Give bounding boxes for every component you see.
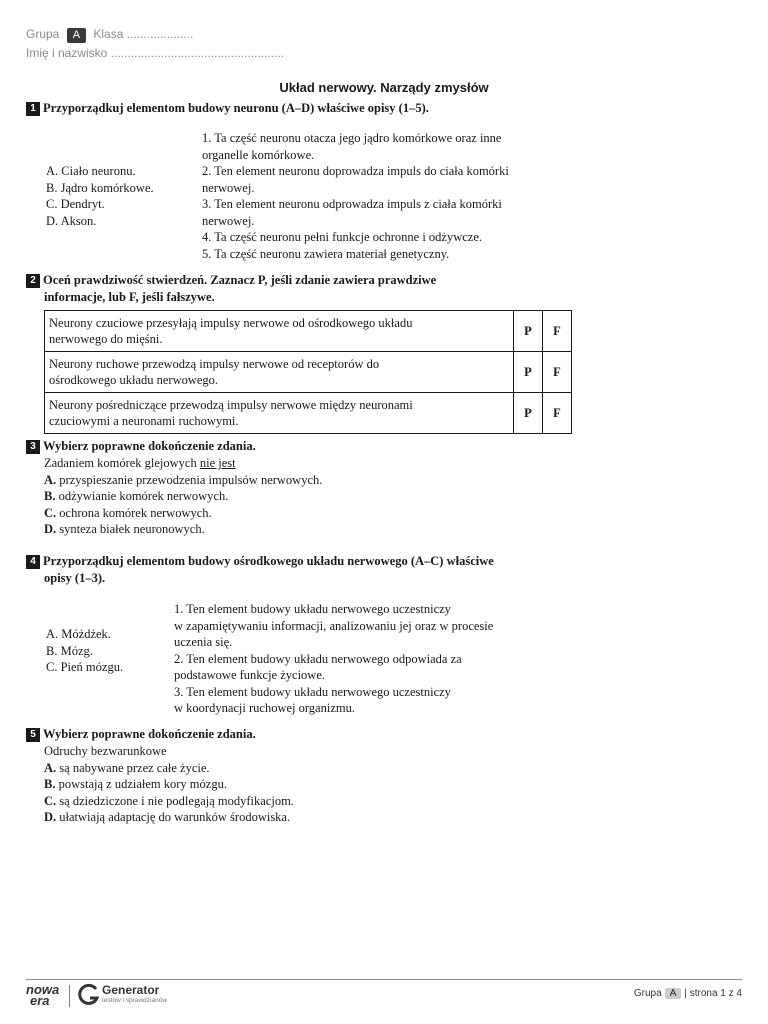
table-row xyxy=(45,311,572,352)
list-item: 1. Ten element budowy układu nerwowego uczestniczy xyxy=(174,602,451,616)
answer-f[interactable]: F xyxy=(543,352,572,393)
question-1 xyxy=(26,100,576,270)
list-item: 3. Ten element budowy układu nerwowego uczestniczy xyxy=(174,684,451,699)
question-number-badge: 1 xyxy=(26,102,40,116)
list-item: podstawowe funkcje życiowe. xyxy=(174,668,325,682)
statement-cell: Neurony czuciowe przesyłają impulsy nerwowe od ośrodkowego układu nerwowego do mięśni. xyxy=(45,311,514,352)
answer-option-b[interactable]: B. powstają z udziałem kory mózgu. xyxy=(44,777,227,791)
question-1-heading xyxy=(26,100,576,117)
list-item: C. Dendryt. xyxy=(46,197,105,211)
answer-option-a[interactable]: A. przyspieszanie przewodzenia impulsów nerwowych. xyxy=(44,472,323,487)
footer-group-badge: A xyxy=(665,988,682,999)
question-number-badge: 4 xyxy=(26,555,40,569)
list-item: B. Mózg. xyxy=(46,643,93,658)
list-item: organelle komórkowe. xyxy=(202,147,315,162)
question-3-heading xyxy=(26,438,576,455)
list-item: 2. Ten element budowy układu nerwowego odpowiada za xyxy=(174,651,462,666)
answer-option-d[interactable]: D. synteza białek neuronowych. xyxy=(44,522,205,536)
answer-p[interactable]: P xyxy=(514,311,543,352)
footer-separator xyxy=(69,985,70,1007)
question-1-descriptions xyxy=(202,130,572,262)
question-1-elements xyxy=(46,163,154,229)
page-counter: | strona 1 z 4 xyxy=(684,988,742,999)
question-2 xyxy=(26,272,576,434)
question-2-text: Oceń prawdziwość stwierdzeń. Zaznacz P, jeśli zdanie zawiera prawdziwe xyxy=(43,273,437,287)
question-3-stem: Zadaniem komórek glejowych nie jest xyxy=(44,456,236,470)
list-item: uczenia się. xyxy=(174,635,233,649)
list-item: D. Akson. xyxy=(46,213,97,228)
nowa-era-logo: nowa era xyxy=(26,982,60,1008)
question-number-badge: 3 xyxy=(26,440,40,454)
question-1-text: Przyporządkuj elementom budowy neuronu (A–D) właściwe opisy (1–5). xyxy=(43,101,429,115)
answer-option-c[interactable]: C. ochrona komórek nerwowych. xyxy=(44,505,212,520)
header-group-row xyxy=(26,27,193,43)
question-3-text: Wybierz poprawne dokończenie zdania. xyxy=(43,439,256,453)
answer-f[interactable]: F xyxy=(543,311,572,352)
question-4-text-cont: opisy (1–3). xyxy=(44,571,106,585)
page-title: Układ nerwowy. Narządy zmysłów xyxy=(279,80,489,95)
question-4-text: Przyporządkuj elementom budowy ośrodkowego układu nerwowego (A–C) właściwe xyxy=(43,554,494,568)
answer-option-c[interactable]: C. są dziedziczone i nie podlegają modyfikacjom. xyxy=(44,793,294,808)
question-4 xyxy=(26,553,576,726)
table-row xyxy=(45,393,572,434)
statement-cell: Neurony ruchowe przewodzą impulsy nerwowe od receptorów do ośrodkowego układu nerwowego. xyxy=(45,352,514,393)
list-item: 2. Ten element neuronu doprowadza impuls do ciała komórki xyxy=(202,164,509,178)
footer-page-info: Grupa A | strona 1 z 4 xyxy=(633,988,742,999)
list-item: 3. Ten element neuronu odprowadza impuls z ciała komórki xyxy=(202,197,502,211)
list-item: A. Móżdżek. xyxy=(46,627,111,641)
list-item: B. Jądro komórkowe. xyxy=(46,180,154,195)
question-4-elements xyxy=(46,626,123,676)
list-item: 4. Ta część neuronu pełni funkcje ochronne i odżywcze. xyxy=(202,230,483,244)
question-5 xyxy=(26,726,576,826)
list-item: 5. Ta część neuronu zawiera materiał genetyczny. xyxy=(202,246,450,261)
question-2-text-cont: informacje, lub F, jeśli fałszywe. xyxy=(44,290,215,304)
question-number-badge: 2 xyxy=(26,274,40,288)
list-item: A. Ciało neuronu. xyxy=(46,164,136,178)
list-item: 1. Ta część neuronu otacza jego jądro komórkowe oraz inne xyxy=(202,131,502,145)
question-1-matching xyxy=(26,130,576,270)
question-5-heading xyxy=(26,726,576,743)
answer-p[interactable]: P xyxy=(514,352,543,393)
footer-divider xyxy=(26,979,742,980)
list-item: nerwowej. xyxy=(202,213,255,228)
list-item: w zapamiętywaniu informacji, analizowaniu jej oraz w procesie xyxy=(174,618,494,633)
question-2-heading xyxy=(26,272,576,306)
list-item: w koordynacji ruchowej organizmu. xyxy=(174,701,355,715)
answer-option-a[interactable]: A. są nabywane przez całe życie. xyxy=(44,760,210,775)
class-label: Klasa .................... xyxy=(93,27,194,41)
question-4-descriptions xyxy=(174,601,574,717)
question-4-heading xyxy=(26,553,576,587)
group-badge: A xyxy=(67,28,86,43)
answer-option-b[interactable]: B. odżywianie komórek nerwowych. xyxy=(44,489,229,503)
student-name-field: Imię i nazwisko .................................................... xyxy=(26,46,285,60)
answer-option-d[interactable]: D. ułatwiają adaptację do warunków środowiska. xyxy=(44,810,291,824)
list-item: nerwowej. xyxy=(202,180,255,195)
true-false-table xyxy=(44,310,572,434)
answer-f[interactable]: F xyxy=(543,393,572,434)
question-number-badge: 5 xyxy=(26,728,40,742)
generator-logo: Generator testów i sprawdzianów xyxy=(78,983,100,1012)
statement-cell: Neurony pośredniczące przewodzą impulsy nerwowe między neuronami czuciowymi a neuronami ruchowymi. xyxy=(45,393,514,434)
question-5-text: Wybierz poprawne dokończenie zdania. xyxy=(43,727,256,741)
answer-p[interactable]: P xyxy=(514,393,543,434)
generator-g-icon xyxy=(78,983,100,1007)
question-3 xyxy=(26,438,576,538)
group-label: Grupa xyxy=(26,27,60,41)
table-row xyxy=(45,352,572,393)
question-5-stem: Odruchy bezwarunkowe xyxy=(44,744,167,758)
list-item: C. Pień mózgu. xyxy=(46,660,124,674)
question-4-matching xyxy=(26,601,576,726)
